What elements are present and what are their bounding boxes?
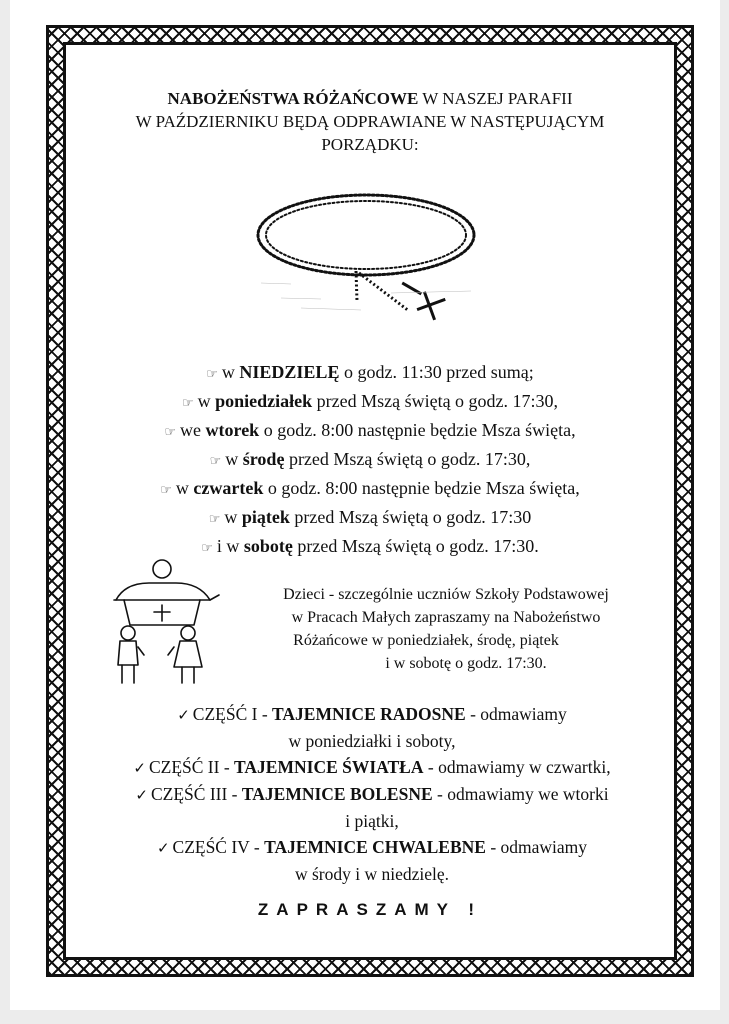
pointing-hand-icon: ☞ — [208, 512, 221, 527]
part-continuation: w środy i w niedzielę. — [294, 864, 450, 884]
children-notice-line: Dzieci - szczególnie uczniów Szkoły Podstawowej — [283, 586, 609, 603]
children-with-banner-illustration — [94, 555, 224, 689]
title-line-3: PORZĄDKU: — [321, 135, 419, 154]
schedule-line: ☞ w środę przed Mszą świętą o godz. 17:30, — [209, 449, 531, 469]
children-notice-line: w Pracach Małych zapraszamy na Nabożeństwo — [291, 609, 601, 626]
title-line-2: W PAŹDZIERNIKU BĘDĄ ODPRAWIANE W NASTĘPUJĄCYM — [135, 112, 605, 131]
schedule-line: ☞ w czwartek o godz. 8:00 następnie będzie Msza święta, — [160, 478, 580, 498]
schedule-line: ☞ w piątek przed Mszą świętą o godz. 17:30 — [208, 507, 532, 527]
pointing-hand-icon: ☞ — [201, 541, 213, 556]
part-continuation: i piątki, — [345, 811, 399, 831]
poster-title — [96, 87, 644, 156]
schedule-line: ☞ we wtorek o godz. 8:00 następnie będzie Msza święta, — [164, 420, 576, 440]
pointing-hand-icon: ☞ — [209, 454, 222, 469]
rosary-of-people-illustration — [241, 183, 491, 323]
checkmark-icon: ✓ — [156, 839, 170, 857]
children-notice — [236, 583, 676, 675]
schedule-line: ☞ i w sobotę przed Mszą świętą o godz. 17:30. — [201, 536, 539, 556]
poster-content-area — [63, 42, 677, 960]
rosary-schedule — [76, 359, 664, 562]
decorative-border — [46, 25, 694, 977]
children-notice-line: i w sobotę o godz. 17:30. — [385, 655, 547, 672]
checkmark-icon: ✓ — [133, 759, 146, 777]
part-line: ✓ CZĘŚĆ II - TAJEMNICE ŚWIATŁA - odmawiamy w czwartki, — [133, 757, 611, 777]
schedule-line: ☞ w poniedziałek przed Mszą świętą o godz. 17:30, — [181, 391, 559, 411]
title-rest: W NASZEJ PARAFII — [422, 89, 573, 108]
pointing-hand-icon: ☞ — [181, 396, 194, 411]
pointing-hand-icon: ☞ — [206, 367, 218, 382]
checkmark-icon: ✓ — [135, 786, 148, 804]
part-line: ✓ CZĘŚĆ III - TAJEMNICE BOLESNE - odmawiamy we wtorki — [135, 784, 609, 804]
checkmark-icon: ✓ — [177, 706, 190, 724]
pointing-hand-icon: ☞ — [160, 483, 172, 498]
children-notice-line: Różańcowe w poniedziałek, środę, piątek — [293, 632, 559, 649]
part-line: ✓ CZĘŚĆ I - TAJEMNICE RADOSNE - odmawiamy — [177, 704, 567, 724]
title-bold: NABOŻEŃSTWA RÓŻAŃCOWE — [167, 89, 419, 108]
part-continuation: w poniedziałki i soboty, — [288, 731, 456, 751]
poster-sheet — [10, 0, 720, 1010]
closing-invitation: ZAPRASZAMY ! — [257, 900, 483, 919]
rosary-parts-list — [76, 701, 668, 887]
schedule-line: ☞ w NIEDZIELĘ o godz. 11:30 przed sumą; — [206, 362, 534, 382]
part-line: ✓ CZĘŚĆ IV - TAJEMNICE CHWALEBNE - odmawiamy — [156, 837, 588, 857]
pointing-hand-icon: ☞ — [164, 425, 177, 440]
